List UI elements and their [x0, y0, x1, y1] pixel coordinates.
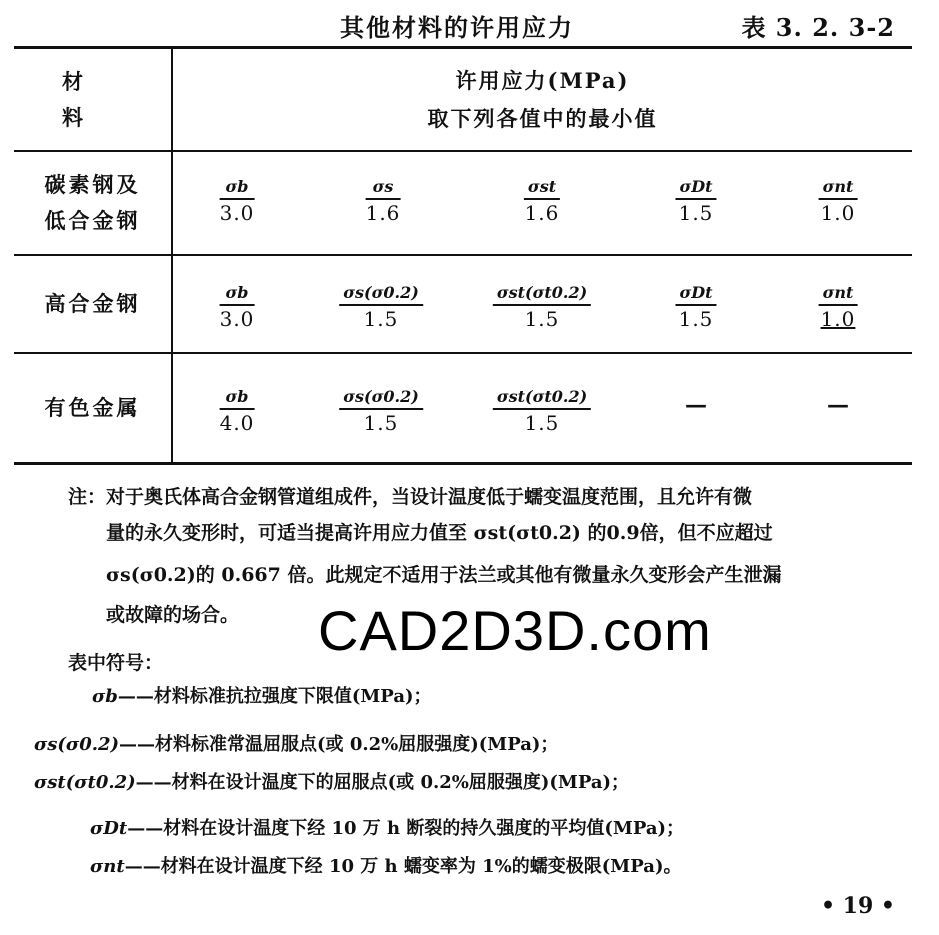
note-line-1: 注：对于奥氏体高合金钢管道组成件，当设计温度低于蠕变温度范围，且允许有微 [68, 486, 753, 508]
fraction-r2c5: σnt 1.0 [819, 282, 858, 332]
note-line-2: 量的永久变形时，可适当提高许用应力值至 σst(σt0.2) 的0.9倍，但不应超过 [106, 522, 773, 544]
table-top-rule [14, 46, 912, 49]
title-row [0, 6, 939, 42]
table-bottom-rule [14, 462, 912, 465]
fraction-r3c1: σb 4.0 [219, 387, 255, 435]
fraction-r2c1: σb 3.0 [219, 283, 255, 331]
note-line-3: σs(σ0.2)的 0.667 倍。此规定不适用于法兰或其他有微量永久变形会产生泄漏 [106, 564, 782, 586]
fraction-r1c3: σst 1.6 [524, 177, 560, 225]
table-title: 其他材料的许用应力 [340, 13, 574, 42]
symbol-legend-3: σst(σt0.2)——材料在设计温度下的屈服点(或 0.2%屈服强度)(MPa)； [34, 772, 630, 793]
note-line-4: 或故障的场合。 [106, 604, 240, 626]
symbol-legend-4: σDt——材料在设计温度下经 10 万 h 断裂的持久强度的平均值(MPa)； [90, 818, 685, 839]
stress-header-line2: 取下列各值中的最小值 [427, 106, 658, 131]
symbol-legend-5: σnt——材料在设计温度下经 10 万 h 蠕变率为 1%的蠕变极限(MPa)。 [90, 856, 682, 877]
table-number: 表 3. 2. 3-2 [741, 13, 895, 42]
symbols-title: 表中符号： [68, 652, 164, 674]
material-cell-row3: 有色金属 [44, 395, 141, 420]
stress-header [173, 50, 912, 150]
material-header: 材 料 [62, 69, 123, 130]
watermark: CAD2D3D.com [318, 599, 712, 662]
symbol-legend-1: σb——材料标准抗拉强度下限值(MPa)； [92, 686, 432, 707]
fraction-r3c2: σs(σ0.2) 1.5 [339, 386, 423, 436]
page-number: • 19 • [820, 893, 895, 919]
fraction-r1c4: σDt 1.5 [675, 176, 716, 226]
fraction-r2c2: σs(σ0.2) 1.5 [339, 282, 423, 332]
fraction-r3c3: σst(σt0.2) 1.5 [493, 386, 591, 436]
empty-cell-r3c4: — [685, 392, 707, 418]
fraction-r1c5: σnt 1.0 [819, 176, 858, 226]
fraction-r2c3: σst(σt0.2) 1.5 [493, 282, 591, 332]
fraction-r1c2: σs 1.6 [365, 177, 401, 225]
material-cell-row2: 高合金钢 [44, 291, 141, 316]
material-cell-row1: 碳素钢及 低合金钢 [44, 172, 141, 233]
symbol-legend-2: σs(σ0.2)——材料标准常温屈服点(或 0.2%屈服强度)(MPa)； [34, 734, 559, 755]
stress-header-line1: 许用应力(MPa) [455, 68, 630, 93]
empty-cell-r3c5: — [827, 392, 849, 418]
fraction-r1c1: σb 3.0 [219, 177, 255, 225]
fraction-r2c4: σDt 1.5 [675, 282, 716, 332]
